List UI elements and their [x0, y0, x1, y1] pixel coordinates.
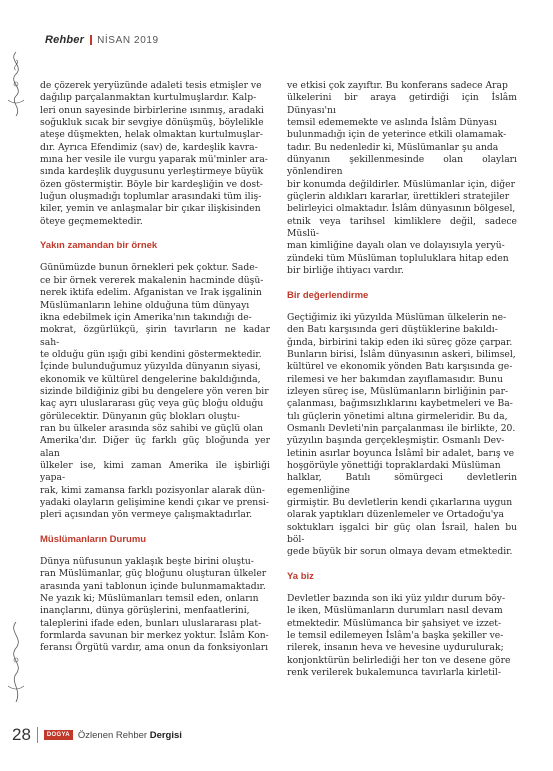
page-header: [45, 33, 159, 47]
text-line: özen göstermiştir. Böyle bir kardeşliğin ve dost-: [40, 178, 263, 190]
text-line: ikna edebilmek için Amerika'nın takındığı de-: [40, 311, 252, 323]
text-line: Devletler bazında son iki yüz yıldır durum böy-: [287, 593, 506, 605]
text-line: yüzyılın başında gerçekleşmiştir. Osmanlı Dev-: [287, 435, 505, 447]
text-line: den Batı karşısında geri düştüklerine bakıldı-: [287, 324, 498, 336]
top-ornament-icon: [2, 50, 30, 120]
text-line: feransı Örgütü vardır, ama onun da fonksiyonları: [40, 642, 269, 654]
bottom-ornament-icon: [2, 620, 30, 705]
text-line: soğukluk sıcak bir sevgiye dönüşmüş, böylelikle: [40, 117, 264, 129]
text-line: etnik veya tarihsel kimliklere değil, sadece Müslü-: [287, 215, 517, 240]
publisher-logo: DOGYA: [44, 730, 73, 740]
text-line: rilerek, insanın heva ve hevesine uydurulurak;: [287, 642, 504, 654]
issue-date: NİSAN 2019: [97, 34, 159, 46]
section-heading: Müslümanların Durumu: [40, 533, 147, 545]
left-paragraph-3: [40, 556, 270, 655]
text-line: ateşe düşmekten, helak olmaktan kurtulmuşlar-: [40, 129, 263, 141]
text-line: pleri açısından yön vermeye çalışmaktadırlar.: [40, 509, 253, 521]
text-line: Dünya nüfusunun yaklaşık beşte birini oluştu-: [40, 556, 254, 568]
right-paragraph-3: [287, 593, 517, 679]
text-line: soktukları işgalci bir güç olan İsrail, halen bu böl-: [287, 521, 517, 546]
section-heading: Ya biz: [287, 570, 314, 582]
text-line: bir birliğe ihtiyacı vardır.: [287, 265, 404, 277]
text-line: nerek iktifa edelim. Afganistan ve Irak işgalinin: [40, 287, 262, 299]
text-line: hoşgörüyle yönettiği topraklardaki Müslüman: [287, 459, 501, 471]
text-line: luğun oluşmadığı toplumlar arasındaki tüm iliş-: [40, 191, 262, 203]
text-line: konjonktürün belirlediği her ton ve desene göre: [287, 654, 511, 666]
section-heading: Bir değerlendirme: [287, 289, 369, 301]
magazine-name-prefix: Özlenen Rehber: [77, 729, 148, 741]
right-paragraph-1: [287, 80, 517, 278]
text-line: kaç ayrı uluslararası güç veya güç bloğu olduğu: [40, 398, 264, 410]
text-line: arasında yani tablonun içinde bulunmamaktadır.: [40, 580, 266, 592]
right-paragraph-2: [287, 312, 517, 559]
text-line: taleplerini ifade eden, bunları uluslararası plat-: [40, 617, 262, 629]
text-line: Günümüzde bunun örnekleri pek çoktur. Sade-: [40, 262, 258, 274]
text-line: bir konumda değildirler. Müslümanlar için, diğer: [287, 178, 515, 190]
text-line: rilemesi ve her bakımdan zayıflamasıdır. Bunu: [287, 373, 503, 385]
text-line: man kimliğine dayalı olan ve dolayısıyla yeryü-: [287, 240, 505, 252]
left-paragraph-2: [40, 262, 270, 521]
text-line: inançlarını, dünya görüşlerini, menfaatlerini,: [40, 605, 250, 617]
text-line: halklar, Batılı sömürgeci devletlerin egemenliğine: [287, 472, 517, 496]
magazine-brand: Rehber: [45, 34, 85, 46]
text-line: belirleyici olmaktadır. İslâm dünyasının bölgesel,: [287, 203, 516, 215]
text-line: ğında, birbirini takip eden iki süreç göze çarpar.: [287, 336, 513, 348]
text-line: olarak yaptıkları düzenlemeler ve Ortadoğu'ya: [287, 509, 504, 521]
text-line: te olduğu gün ışığı gibi kendini göstermektedir.: [40, 348, 262, 360]
text-line: le iken, Müslümanların durumları nasıl devam: [287, 605, 503, 617]
text-line: kültürel ve ekonomik yönden Batı karşısında ge-: [287, 361, 513, 373]
left-paragraph-1: [40, 80, 270, 228]
text-line: de çözerek yeryüzünde adaleti tesis etmişler ve: [40, 80, 262, 91]
right-column: [287, 80, 517, 679]
page-number: 28: [12, 725, 31, 744]
text-line: mokrat, özgürlükçü, şirin tavırların ne kadar sah-: [40, 324, 270, 348]
text-line: etmektedir. Müslümanca bir şahsiyet ve izzet-: [287, 617, 502, 629]
text-line: sında kardeşlik duygusunu yerleştirmeye büyük: [40, 166, 264, 178]
text-line: izleyen süreç ise, Müslümanların birliğinin par-: [287, 385, 509, 397]
text-line: zündeki tüm Müslüman topluluklara hitap eden: [287, 252, 509, 264]
text-line: yadaki olayların gelişimine kendi çıkar ve prensi-: [40, 497, 269, 508]
text-line: letinin asırlar boyunca İslâmî bir adalet, barış ve: [287, 447, 515, 459]
text-line: le temsil edilemeyen İslâm'a başka şekiller ve-: [287, 630, 504, 642]
text-line: temsil edememekte ve aslında İslâm Dünyası: [287, 117, 497, 129]
text-line: İçinde bulunduğumuz yüzyılda dünyanın siyasi,: [40, 361, 261, 373]
magazine-name-bold: Dergisi: [149, 729, 182, 741]
text-line: renk verilerek bukalemunca tavırlarla kirletil-: [287, 667, 501, 679]
text-line: çalanması, bağımsızlıklarını kaybetmeleri ve Ba-: [287, 398, 513, 410]
section-heading: Yakın zamandan bir örnek: [40, 240, 158, 252]
text-line: leri onun sayesinde birbirlerine ısınmış, aradaki: [40, 104, 264, 116]
text-line: Amerika'dır. Diğer üç farklı güç bloğunda yer alan: [40, 435, 270, 459]
text-line: Geçtiğimiz iki yüzyılda Müslüman ülkelerin ne-: [287, 311, 507, 323]
text-line: sizinde bildiğiniz gibi bu dengelere yön veren bir: [40, 385, 269, 397]
text-line: Bunların birisi, İslâm dünyasının askeri, bilimsel,: [287, 348, 516, 360]
text-line: ce bir örnek vererek makalenin hacminde düşü-: [40, 274, 264, 286]
left-column: [40, 80, 270, 655]
text-line: ekonomik ve kültürel dengelerine bakıldığında,: [40, 373, 261, 385]
header-separator: [90, 35, 92, 45]
text-line: güçlerin aldıkları kararlar, ürettikleri stratejiler: [287, 191, 510, 203]
text-line: kiler, yemin ve anlaşmalar bir çıkar ilişkisinden: [40, 203, 261, 215]
text-line: dağılıp parçalanmaktan kurtulmuşlardır. Kalp-: [40, 92, 257, 104]
text-line: bulunmadığı için de yeterince etkili olamamak-: [287, 129, 507, 141]
text-line: ülkeler ise, kimi zaman Amerika ile işbirliği yapa-: [40, 459, 270, 484]
text-line: Ne yazık ki; Müslümanları temsil eden, onların: [40, 593, 259, 605]
text-line: ülkelerini bir araya getirdiği için İslâm Dünyası'nı: [287, 92, 517, 116]
text-line: ran Müslümanlar, güç bloğunu oluşturan ülkeler: [40, 568, 267, 580]
footer-divider: [37, 727, 38, 743]
text-line: dünyanın şekillenmesinde olan olayları yönlendiren: [287, 154, 517, 178]
text-line: girmiştir. Bu devletlerin kendi çıkarlarına uygun: [287, 497, 513, 508]
text-line: görülecektir. Dünyanın güç blokları oluştu-: [40, 410, 240, 422]
magazine-name: [78, 730, 182, 741]
text-line: öteye geçmemektedir.: [40, 215, 143, 227]
text-line: tadır. Bu nedenledir ki, Müslümanlar şu anda: [287, 141, 499, 153]
text-line: formlarda savunan bir merkez yoktur. İslâm Kon-: [40, 630, 269, 642]
text-line: ran bu ülkeler arasında söz sahibi ve güçlü olan: [40, 422, 264, 434]
text-line: tılı güçlerin yönetimi altına girmeleridir. Bu da,: [287, 410, 508, 422]
text-line: Osmanlı Devleti'nin parçalanması ile birlikte, 20.: [287, 422, 516, 434]
text-line: gede büyük bir sorun olmaya devam etmektedir.: [287, 546, 513, 558]
text-line: mına her vesile ile vurgu yaparak mü'minler ara-: [40, 154, 268, 166]
text-line: dır. Ayrıca Efendimiz (sav) de, kardeşlik kavra-: [40, 141, 258, 153]
page-footer: [12, 726, 182, 744]
text-line: rak, kimi zamansa farklı pozisyonlar alarak dün-: [40, 484, 265, 496]
text-line: ve etkisi çok zayıftır. Bu konferans sadece Arap: [287, 80, 508, 91]
text-line: Müslümanların lehine olduğuna tüm dünyayı: [40, 299, 250, 311]
